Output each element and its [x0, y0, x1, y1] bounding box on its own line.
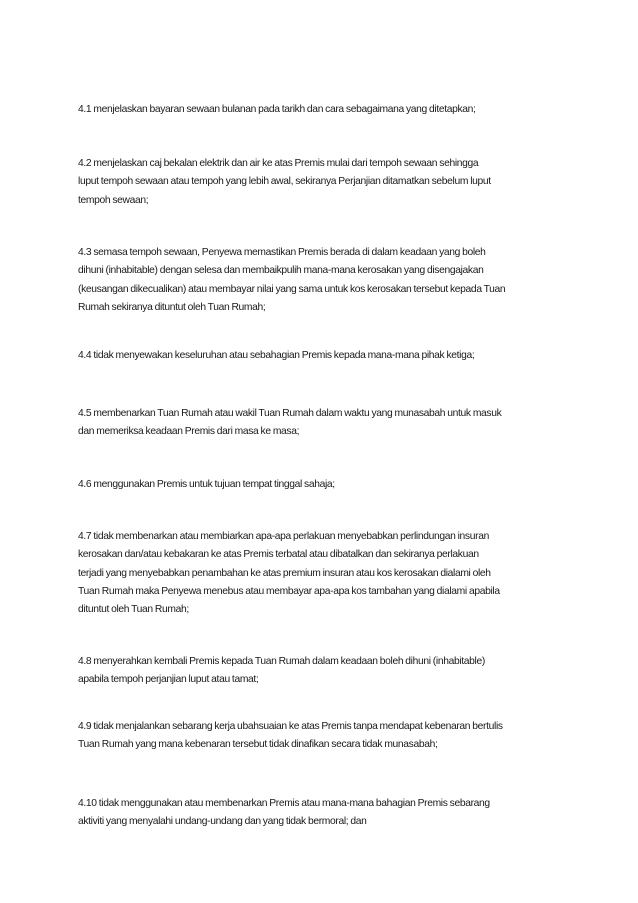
clause-line: tempoh sewaan;	[78, 194, 149, 206]
clause-line: 4.8 menyerahkan kembali Premis kepada Tuan Rumah dalam keadaan boleh dihuni (inhabitable)	[78, 656, 485, 667]
clause-line: dihuni (inhabitable) dengan selesa dan membaikpulih mana-mana kerosakan yang disengajakan	[78, 265, 484, 277]
clause-line: apabila tempoh perjanjian luput atau tamat;	[78, 674, 259, 686]
clause-line: 4.5 membenarkan Tuan Rumah atau wakil Tuan Rumah dalam waktu yang munasabah untuk masuk	[78, 408, 502, 419]
clause-4-9	[78, 718, 568, 755]
clause-line: 4.7 tidak membenarkan atau membiarkan apa-apa perlakuan menyebabkan perlindungan insuran	[78, 531, 489, 542]
clause-line: 4.9 tidak menjalankan sebarang kerja ubahsuaian ke atas Premis tanpa mendapat kebenaran bertulis	[78, 721, 503, 732]
clause-line: (keusangan dikecualikan) atau membayar nilai yang sama untuk kos kerosakan tersebut kepada Tuan	[78, 283, 506, 295]
clause-line: Rumah sekiranya dituntut oleh Tuan Rumah;	[78, 301, 266, 313]
clause-line: luput tempoh sewaan atau tempoh yang lebih awal, sekiranya Perjanjian ditamatkan sebelum luput	[78, 176, 491, 188]
clause-4-2	[78, 155, 568, 210]
clause-line: Tuan Rumah maka Penyewa menebus atau membayar apa-apa kos tambahan yang dialami apabila	[78, 585, 500, 597]
clause-4-1	[78, 101, 568, 119]
clause-4-7	[78, 528, 568, 619]
clause-line: 4.10 tidak menggunakan atau membenarkan Premis atau mana-mana bahagian Premis sebarang	[78, 798, 490, 809]
clause-line: kerosakan dan/atau kebakaran ke atas Premis terbatal atau dibatalkan dan sekiranya perlakuan	[78, 549, 479, 561]
clause-line: 4.2 menjelaskan caj bekalan elektrik dan air ke atas Premis mulai dari tempoh sewaan sehingga	[78, 158, 479, 169]
clause-line: 4.3 semasa tempoh sewaan, Penyewa memastikan Premis berada di dalam keadaan yang boleh	[78, 247, 486, 258]
clause-4-8	[78, 653, 568, 690]
clause-line: 4.1 menjelaskan bayaran sewaan bulanan pada tarikh dan cara sebagaimana yang ditetapkan;	[78, 104, 476, 115]
clause-line: terjadi yang menyebabkan penambahan ke atas premium insuran atau kos kerosakan dialami oleh	[78, 567, 491, 579]
clause-4-3	[78, 244, 568, 317]
clause-4-10	[78, 795, 568, 832]
clause-line: dituntut oleh Tuan Rumah;	[78, 604, 189, 616]
clause-4-6	[78, 476, 568, 494]
clause-line: dan memeriksa keadaan Premis dari masa ke masa;	[78, 426, 300, 438]
clause-4-4	[78, 347, 568, 365]
clause-4-5	[78, 405, 568, 442]
clause-line: Tuan Rumah yang mana kebenaran tersebut tidak dinafikan secara tidak munasabah;	[78, 739, 438, 751]
clause-line: 4.4 tidak menyewakan keseluruhan atau sebahagian Premis kepada mana-mana pihak ketiga;	[78, 350, 475, 361]
clause-line: 4.6 menggunakan Premis untuk tujuan tempat tinggal sahaja;	[78, 479, 335, 490]
clause-line: aktiviti yang menyalahi undang-undang dan yang tidak bermoral; dan	[78, 816, 367, 828]
